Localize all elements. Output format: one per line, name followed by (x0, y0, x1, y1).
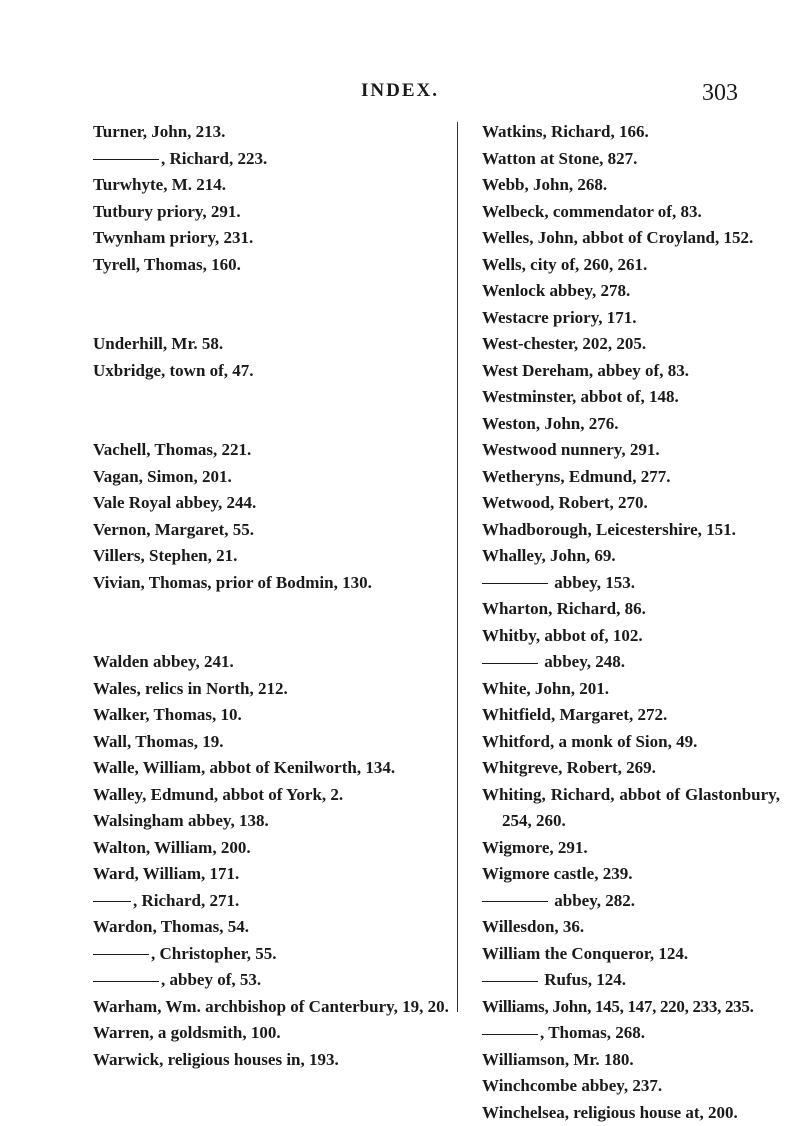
index-entry: Williams, John, 145, 147, 220, 233, 235. (482, 994, 780, 1021)
section-gap (93, 384, 453, 437)
index-entry-continuation (93, 146, 453, 173)
index-entry: Wardon, Thomas, 54. (93, 914, 453, 941)
index-entry: Turwhyte, M. 214. (93, 172, 453, 199)
index-entry: Westminster, abbot of, 148. (482, 384, 780, 411)
index-entry: Whitgreve, Robert, 269. (482, 755, 780, 782)
index-entry: Walden abbey, 241. (93, 649, 453, 676)
index-entry: Walton, William, 200. (93, 835, 453, 862)
index-entry: Wenlock abbey, 278. (482, 278, 780, 305)
index-entry: Vernon, Margaret, 55. (93, 517, 453, 544)
index-entry: Williamson, Mr. 180. (482, 1047, 780, 1074)
index-entry: White, John, 201. (482, 676, 780, 703)
index-entry: Welbeck, commendator of, 83. (482, 199, 780, 226)
index-entry: Walker, Thomas, 10. (93, 702, 453, 729)
index-entry: Twynham priory, 231. (93, 225, 453, 252)
index-column-right (482, 119, 780, 1126)
index-entry: Weston, John, 276. (482, 411, 780, 438)
index-entry: Wall, Thomas, 19. (93, 729, 453, 756)
ditto-dash (93, 159, 159, 160)
page-header (0, 80, 800, 108)
index-entry: Walle, William, abbot of Kenilworth, 134. (93, 755, 453, 782)
index-entry-continuation (93, 888, 453, 915)
ditto-dash (93, 954, 149, 955)
index-entry-text: abbey, 282. (554, 891, 635, 910)
index-entry: Wetheryns, Edmund, 277. (482, 464, 780, 491)
index-entry: Vivian, Thomas, prior of Bodmin, 130. (93, 570, 453, 597)
ditto-dash (482, 981, 538, 982)
index-entry-text: , Richard, 223. (161, 149, 267, 168)
index-entry: Welles, John, abbot of Croyland, 152. (482, 225, 780, 252)
running-title: INDEX. (0, 80, 800, 102)
index-entry: Wigmore castle, 239. (482, 861, 780, 888)
index-entry: Tyrell, Thomas, 160. (93, 252, 453, 279)
index-entry: Whitby, abbot of, 102. (482, 623, 780, 650)
index-entry-continuation (482, 967, 780, 994)
index-entry-continuation (482, 888, 780, 915)
index-entry: Wetwood, Robert, 270. (482, 490, 780, 517)
column-divider (457, 122, 458, 1012)
section-gap (93, 596, 453, 649)
index-entry: Wharton, Richard, 86. (482, 596, 780, 623)
index-entry: Whadborough, Leicestershire, 151. (482, 517, 780, 544)
index-entry: Winchcombe abbey, 237. (482, 1073, 780, 1100)
index-column-left (93, 119, 453, 1073)
index-entry: Walsingham abbey, 138. (93, 808, 453, 835)
index-entry: Ward, William, 171. (93, 861, 453, 888)
index-entry-continuation (482, 570, 780, 597)
index-entry-continuation (482, 649, 780, 676)
index-entry: Westacre priory, 171. (482, 305, 780, 332)
index-entry: Willesdon, 36. (482, 914, 780, 941)
index-entry: Webb, John, 268. (482, 172, 780, 199)
ditto-dash (93, 901, 131, 902)
index-entry-text: , Richard, 271. (133, 891, 239, 910)
index-entry: Whitfield, Margaret, 272. (482, 702, 780, 729)
index-entry-text: , abbey of, 53. (161, 970, 261, 989)
index-entry: Walley, Edmund, abbot of York, 2. (93, 782, 453, 809)
index-entry-text: abbey, 248. (544, 652, 625, 671)
index-entry: Wales, relics in North, 212. (93, 676, 453, 703)
index-entry-text: Rufus, 124. (544, 970, 626, 989)
index-entry: Tutbury priory, 291. (93, 199, 453, 226)
index-entry-continuation (93, 967, 453, 994)
index-entry: Whiting, Richard, abbot of Glastonbury, 254, 260. (482, 782, 780, 835)
index-entry: Westwood nunnery, 291. (482, 437, 780, 464)
index-entry-continuation (482, 1020, 780, 1047)
index-entry: Wells, city of, 260, 261. (482, 252, 780, 279)
index-entry: Winchelsea, religious house at, 200. (482, 1100, 780, 1126)
index-entry: Whalley, John, 69. (482, 543, 780, 570)
ditto-dash (482, 583, 548, 584)
index-entry: Vachell, Thomas, 221. (93, 437, 453, 464)
index-entry: West-chester, 202, 205. (482, 331, 780, 358)
index-entry: Watton at Stone, 827. (482, 146, 780, 173)
index-entry-text: , Christopher, 55. (151, 944, 276, 963)
index-entry: Warwick, religious houses in, 193. (93, 1047, 453, 1074)
index-entry-text: abbey, 153. (554, 573, 635, 592)
section-gap (93, 278, 453, 331)
ditto-dash (482, 901, 548, 902)
index-entry: William the Conqueror, 124. (482, 941, 780, 968)
index-entry: Warham, Wm. archbishop of Canterbury, 19, 20. (93, 994, 453, 1021)
index-entry-text: , Thomas, 268. (540, 1023, 645, 1042)
page-number: 303 (702, 80, 738, 107)
index-entry: Wigmore, 291. (482, 835, 780, 862)
index-entry: Villers, Stephen, 21. (93, 543, 453, 570)
index-entry: Uxbridge, town of, 47. (93, 358, 453, 385)
ditto-dash (482, 1034, 538, 1035)
ditto-dash (93, 981, 159, 982)
ditto-dash (482, 663, 538, 664)
index-entry: Turner, John, 213. (93, 119, 453, 146)
index-entry-continuation (93, 941, 453, 968)
index-entry: Whitford, a monk of Sion, 49. (482, 729, 780, 756)
index-entry: Underhill, Mr. 58. (93, 331, 453, 358)
index-entry: Vale Royal abbey, 244. (93, 490, 453, 517)
index-entry: Warren, a goldsmith, 100. (93, 1020, 453, 1047)
index-entry: Vagan, Simon, 201. (93, 464, 453, 491)
index-entry: Watkins, Richard, 166. (482, 119, 780, 146)
index-entry: West Dereham, abbey of, 83. (482, 358, 780, 385)
